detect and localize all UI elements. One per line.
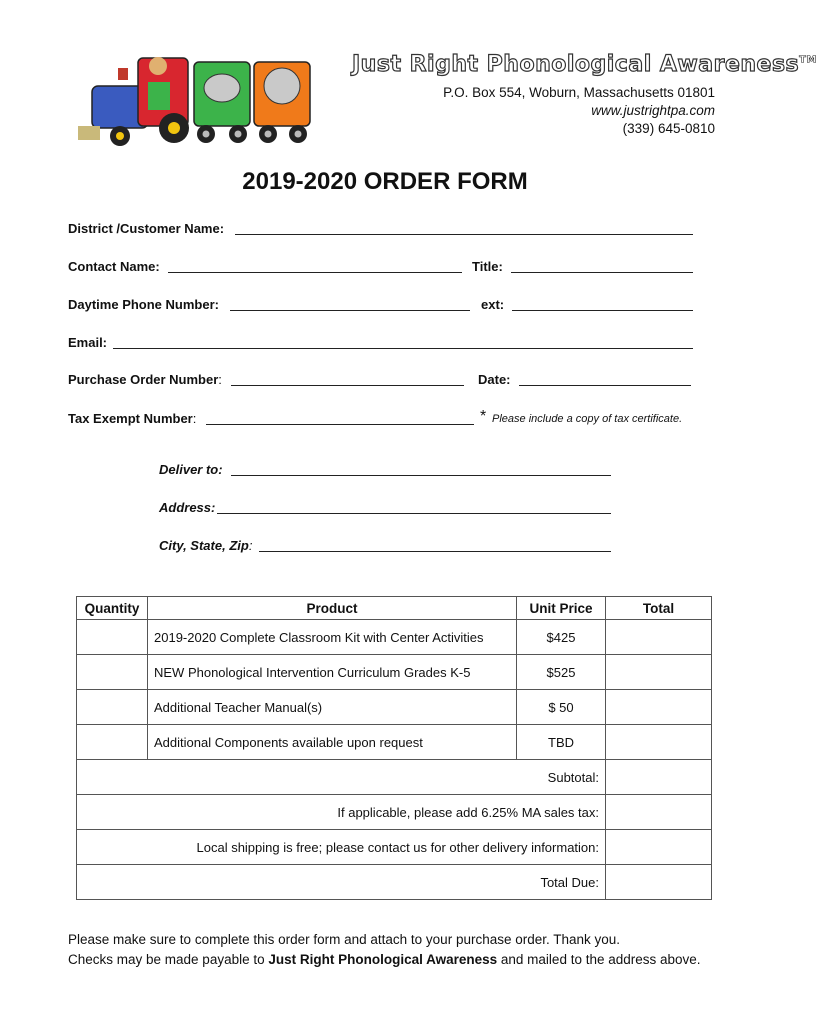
page-title: 2019-2020 ORDER FORM bbox=[242, 168, 528, 195]
date-label: Date: bbox=[478, 372, 511, 387]
header-product: Product bbox=[148, 597, 517, 620]
date-input[interactable] bbox=[519, 385, 691, 386]
table-row bbox=[77, 655, 712, 690]
footer-payable: Checks may be made payable to Just Right Phonological Awareness and mailed to the address above. bbox=[68, 952, 701, 967]
mailing-address: P.O. Box 554, Woburn, Massachusetts 01801 bbox=[443, 85, 715, 100]
tax-cell[interactable] bbox=[606, 795, 712, 830]
phone-input[interactable] bbox=[230, 310, 470, 311]
table-row bbox=[77, 725, 712, 760]
price-cell: TBD bbox=[517, 725, 606, 760]
quantity-cell[interactable] bbox=[77, 655, 148, 690]
title-input[interactable] bbox=[511, 272, 693, 273]
smokestack bbox=[118, 68, 128, 80]
contact-label: Contact Name: bbox=[68, 259, 160, 274]
shipping-label: Local shipping is free; please contact us for other delivery information: bbox=[77, 830, 606, 865]
table-row bbox=[77, 690, 712, 725]
brand-name: Just Right Phonological Awareness™ bbox=[352, 52, 817, 77]
deliver-to-label: Deliver to: bbox=[159, 462, 223, 477]
price-cell: $425 bbox=[517, 620, 606, 655]
product-cell: 2019-2020 Complete Classroom Kit with Center Activities bbox=[148, 620, 517, 655]
subtotal-label: Subtotal: bbox=[77, 760, 606, 795]
hippo bbox=[264, 68, 300, 104]
total-cell[interactable] bbox=[606, 690, 712, 725]
product-cell: Additional Components available upon request bbox=[148, 725, 517, 760]
train-logo bbox=[78, 48, 313, 152]
city-input[interactable] bbox=[259, 551, 611, 552]
total-cell[interactable] bbox=[606, 725, 712, 760]
pig bbox=[204, 74, 240, 102]
district-input[interactable] bbox=[235, 234, 693, 235]
total-due-label: Total Due: bbox=[77, 865, 606, 900]
address-label: Address: bbox=[159, 500, 216, 515]
phone-label: Daytime Phone Number: bbox=[68, 297, 219, 312]
subtotal-cell[interactable] bbox=[606, 760, 712, 795]
shipping-row bbox=[77, 830, 712, 865]
shipping-cell[interactable] bbox=[606, 830, 712, 865]
contact-input[interactable] bbox=[168, 272, 462, 273]
table-row bbox=[77, 620, 712, 655]
city-label: City, State, Zip: bbox=[159, 538, 253, 553]
ext-label: ext: bbox=[481, 297, 505, 312]
quantity-cell[interactable] bbox=[77, 725, 148, 760]
ext-input[interactable] bbox=[512, 310, 693, 311]
email-label: Email: bbox=[68, 335, 108, 350]
tax-input[interactable] bbox=[206, 424, 474, 425]
po-input[interactable] bbox=[231, 385, 464, 386]
table-header-row bbox=[77, 597, 712, 620]
boy-face bbox=[149, 57, 167, 75]
phone-number: (339) 645-0810 bbox=[622, 121, 715, 136]
email-input[interactable] bbox=[113, 348, 693, 349]
address-input[interactable] bbox=[217, 513, 611, 514]
product-cell: NEW Phonological Intervention Curriculum Grades K-5 bbox=[148, 655, 517, 690]
tax-note: Please include a copy of tax certificate. bbox=[492, 413, 683, 425]
po-label: Purchase Order Number: bbox=[68, 372, 222, 387]
total-cell[interactable] bbox=[606, 655, 712, 690]
website-link[interactable]: www.justrightpa.com bbox=[591, 103, 715, 118]
quantity-cell[interactable] bbox=[77, 690, 148, 725]
tax-label: Tax Exempt Number: bbox=[68, 411, 197, 426]
tax-row bbox=[77, 795, 712, 830]
header-total: Total bbox=[606, 597, 712, 620]
quantity-cell[interactable] bbox=[77, 620, 148, 655]
order-table bbox=[76, 596, 712, 900]
price-cell: $ 50 bbox=[517, 690, 606, 725]
product-cell: Additional Teacher Manual(s) bbox=[148, 690, 517, 725]
tax-label: If applicable, please add 6.25% MA sales tax: bbox=[77, 795, 606, 830]
district-label: District /Customer Name: bbox=[68, 221, 225, 236]
total-cell[interactable] bbox=[606, 620, 712, 655]
price-cell: $525 bbox=[517, 655, 606, 690]
header-unit-price: Unit Price bbox=[517, 597, 606, 620]
deliver-to-input[interactable] bbox=[231, 475, 611, 476]
header-quantity: Quantity bbox=[77, 597, 148, 620]
cow-catcher bbox=[78, 126, 100, 140]
footer-instructions: Please make sure to complete this order form and attach to your purchase order. Thank you. bbox=[68, 932, 621, 947]
total-due-cell[interactable] bbox=[606, 865, 712, 900]
boy-shirt bbox=[148, 82, 170, 110]
subtotal-row bbox=[77, 760, 712, 795]
total-due-row bbox=[77, 865, 712, 900]
asterisk: * bbox=[480, 408, 487, 425]
title-label: Title: bbox=[472, 259, 503, 274]
